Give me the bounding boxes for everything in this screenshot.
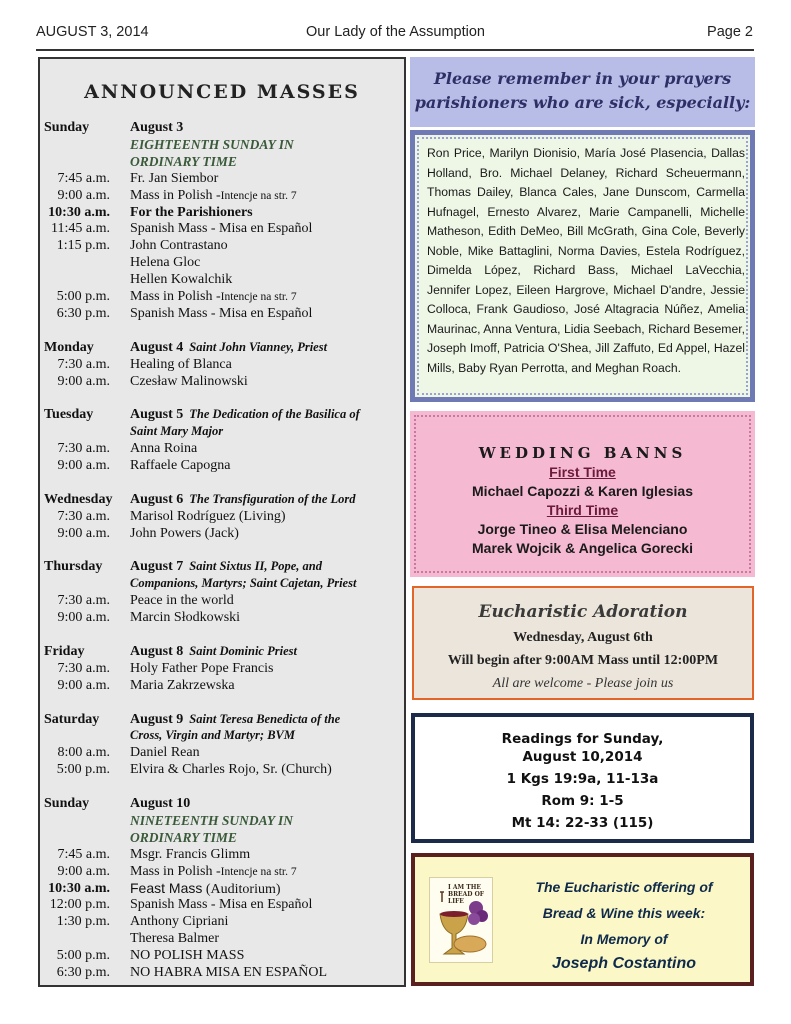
mass-row: [40, 373, 406, 390]
bulletin-date: AUGUST 3, 2014: [36, 24, 149, 40]
mass-intention: August 10: [130, 796, 191, 811]
mass-time: 7:45 a.m.: [57, 170, 110, 186]
mass-intention: Daniel Rean: [130, 745, 200, 761]
readings-heading-1: Readings for Sunday,: [501, 731, 664, 747]
mass-row: [40, 863, 406, 880]
banns-first-label: First Time: [549, 464, 616, 480]
page-number: Page 2: [707, 24, 753, 40]
adoration-note: All are welcome - Please join us: [492, 676, 674, 691]
mass-intention: NINETEENTH SUNDAY IN: [130, 812, 294, 828]
mass-day: Friday: [44, 643, 85, 659]
mass-row: [40, 356, 406, 373]
mass-row: [40, 744, 406, 761]
mass-intention: Spanish Mass - Misa en Español: [130, 897, 313, 913]
mass-intention: For the Parishioners: [130, 204, 253, 220]
mass-time: 7:30 a.m.: [57, 593, 110, 609]
mass-intention: August 7: [130, 559, 184, 575]
offering-line-1: The Eucharistic offering of: [535, 879, 713, 895]
mass-day: Tuesday: [44, 407, 94, 423]
header-divider: [36, 49, 754, 51]
mass-intention: Theresa Balmer: [130, 931, 220, 947]
banns-third-couple-2: Marek Wojcik & Angelica Gorecki: [472, 540, 693, 556]
readings-box: [411, 713, 754, 843]
mass-note: Intencje na str. 7: [220, 291, 297, 303]
mass-intention: John Powers (Jack): [130, 525, 239, 541]
prayer-heading-line1: Please remember in your prayers: [433, 69, 732, 88]
mass-row: [40, 829, 406, 846]
mass-intention: August 4: [130, 339, 184, 355]
mass-saint: Saint Teresa Benedicta of the: [189, 711, 341, 726]
mass-time: 9:00 a.m.: [57, 863, 110, 879]
mass-time: 10:30 a.m.: [48, 880, 110, 896]
mass-intention: John Contrastano: [130, 238, 228, 254]
mass-row: [40, 711, 406, 728]
mass-saint: Saint John Vianney, Priest: [189, 339, 328, 354]
mass-day: Saturday: [44, 711, 100, 727]
mass-row: [40, 271, 406, 288]
mass-time: 5:00 p.m.: [56, 762, 110, 778]
mass-time: 11:45 a.m.: [51, 221, 110, 237]
offering-box: [411, 853, 754, 986]
mass-intention: Cross, Virgin and Martyr; BVM: [130, 728, 295, 743]
mass-row: [40, 896, 406, 913]
mass-row: [40, 964, 406, 981]
mass-intention: Anna Roina: [130, 441, 198, 457]
mass-saint: Saint Dominic Priest: [189, 643, 297, 658]
mass-time: 12:00 p.m.: [49, 897, 110, 913]
mass-intention: NO HABRA MISA EN ESPAÑOL: [130, 965, 328, 980]
mass-intention: Marcin Słodkowski: [130, 610, 241, 626]
mass-intention: Spanish Mass - Misa en Español: [130, 221, 313, 237]
wedding-banns-box: [410, 411, 755, 577]
mass-intention: Healing of Blanca: [130, 356, 232, 372]
mass-intention: Fr. Jan Siembor: [130, 170, 219, 186]
mass-intention: Maria Zakrzewska: [130, 677, 235, 693]
mass-intention: Companions, Martyrs; Saint Cajetan, Priest: [130, 576, 357, 591]
mass-row: [40, 525, 406, 542]
mass-row: [40, 423, 406, 440]
mass-row: [40, 643, 406, 660]
mass-time: 7:30 a.m.: [57, 441, 110, 457]
adoration-time: Will begin after 9:00AM Mass until 12:00PM: [447, 653, 719, 668]
mass-intention: Mass in Polish -: [130, 863, 221, 879]
mass-intention: EIGHTEENTH SUNDAY IN: [130, 136, 294, 152]
mass-row: [40, 609, 406, 626]
mass-intention: Spanish Mass - Misa en Español: [130, 305, 313, 321]
mass-time: 9:00 a.m.: [57, 610, 110, 626]
mass-intention: Saint Mary Major: [130, 424, 224, 439]
mass-row: [40, 153, 406, 170]
offering-line-2: Bread & Wine this week:: [542, 905, 706, 921]
prayer-heading-line2: parishioners who are sick, especially:: [414, 93, 751, 112]
mass-time: 7:30 a.m.: [57, 508, 110, 524]
mass-row: [40, 880, 406, 897]
mass-intention: Mass in Polish -: [130, 289, 221, 304]
mass-row: [40, 677, 406, 694]
masses-title: ANNOUNCED MASSES: [84, 81, 360, 103]
sick-list-names: Ron Price, Marilyn Dionisio, María José Plasencia, Dallas Holland, Bro. Michael Delaney, Richard Scheuermann, Thomas Dailey, Blanca Cales, Jane Dunscom, Carmella Hufnagel, Ernesto Alvarez, Marie Campanelli, Michelle Matheson, Edith DeMeo, Bill McGrath, Gina Cole, Beverly Noble, Mike Battaglini, Norma Davies, Estela Rodríguez, Dimelda López, Richard Bass, Michael LaVecchia, Jennifer Lopez, Eileen Hargrove, Michael D'andre, Jessie Colloca, Frank Gaudioso, José Altagracia Núñez, Amelia Maurinac, Anna Ventura, Lidia Seebach, Richard Besemer, Joseph Imoff, Patricia O'Shea, Jill Zaffuto, Ed Appel, Hazel Mills, Baby Ryan Perrotta, and Meghan Roach.: [427, 146, 745, 375]
mass-time: 9:00 a.m.: [57, 677, 110, 693]
mass-saint: Saint Sixtus II, Pope, and: [189, 559, 322, 574]
mass-intention: Marisol Rodríguez (Living): [130, 508, 286, 524]
mass-intention: Mass in Polish -: [130, 187, 221, 203]
mass-intention: Msgr. Francis Glimm: [130, 846, 251, 862]
mass-row: [40, 170, 406, 187]
mass-day: Wednesday: [44, 491, 113, 507]
mass-saint: The Transfiguration of the Lord: [189, 491, 356, 506]
mass-row: [40, 913, 406, 930]
adoration-title: Eucharistic Adoration: [478, 602, 688, 622]
mass-intention: Anthony Cipriani: [130, 914, 229, 930]
mass-row: [40, 508, 406, 525]
mass-time: 1:15 p.m.: [56, 238, 110, 254]
mass-intention: Raffaele Capogna: [130, 458, 231, 473]
announced-masses-panel: [38, 57, 406, 987]
mass-row: [40, 491, 406, 508]
mass-time: 9:00 a.m.: [57, 525, 110, 541]
mass-row: [40, 288, 406, 305]
mass-time: 8:00 a.m.: [57, 745, 110, 761]
mass-intention: Holy Father Pope Francis: [130, 660, 274, 676]
mass-intention: August 6: [130, 491, 184, 507]
mass-time: 9:00 a.m.: [57, 458, 110, 473]
mass-intention: Czesław Malinowski: [130, 373, 248, 389]
mass-row: [40, 457, 406, 474]
mass-note: Intencje na str. 7: [220, 189, 297, 202]
mass-time: 10:30 a.m.: [48, 204, 110, 220]
mass-time: 1:30 p.m.: [56, 914, 110, 930]
bread-of-life-caption: I AM THE BREAD OF LIFE: [448, 884, 485, 905]
banns-first-couple: Michael Capozzi & Karen Iglesias: [472, 483, 693, 499]
mass-intention: Feast Mass: [130, 879, 203, 896]
mass-row: [40, 204, 406, 221]
mass-row: [40, 440, 406, 457]
mass-time: 5:00 p.m.: [56, 948, 110, 964]
mass-time: 9:00 a.m.: [57, 373, 110, 389]
mass-row: [40, 592, 406, 609]
mass-row: [40, 761, 406, 778]
reading-first: 1 Kgs 19:9a, 11-13a: [506, 771, 659, 787]
offering-line-3: In Memory of: [580, 931, 668, 947]
adoration-box: [412, 586, 754, 700]
mass-row: [40, 846, 406, 863]
mass-row: [40, 187, 406, 204]
mass-time: 5:00 p.m.: [56, 289, 110, 304]
offering-memorial-name: Joseph Costantino: [551, 955, 696, 972]
bread-of-life-image: [429, 877, 493, 963]
banns-third-couple-1: Jorge Tineo & Elisa Melenciano: [477, 521, 688, 537]
banns-third-label: Third Time: [546, 502, 619, 518]
mass-intention: Elvira & Charles Rojo, Sr. (Church): [130, 762, 332, 778]
mass-day: Sunday: [44, 120, 90, 135]
mass-intention: ORDINARY TIME: [130, 153, 237, 169]
banns-title: WEDDING BANNS: [478, 444, 687, 462]
mass-time: 9:00 a.m.: [57, 187, 110, 203]
mass-intention: Hellen Kowalchik: [130, 272, 233, 288]
mass-row: [40, 727, 406, 744]
mass-saint: The Dedication of the Basilica of: [189, 407, 360, 422]
mass-time: 6:30 p.m.: [56, 965, 110, 980]
reading-gospel: Mt 14: 22-33 (115): [511, 815, 654, 831]
mass-intention: Peace in the world: [130, 593, 234, 609]
mass-time: 6:30 p.m.: [56, 305, 110, 321]
mass-row: [40, 406, 406, 423]
adoration-date: Wednesday, August 6th: [513, 630, 653, 645]
mass-day: Sunday: [44, 796, 90, 811]
readings-heading-2: August 10,2014: [522, 749, 643, 765]
mass-row: [40, 136, 406, 153]
prayer-heading: [410, 57, 755, 127]
mass-row: [40, 237, 406, 254]
mass-time: 7:30 a.m.: [57, 356, 110, 372]
mass-row: [40, 795, 406, 812]
reading-second: Rom 9: 1-5: [541, 793, 624, 809]
mass-intention: August 8: [130, 643, 184, 659]
mass-row: [40, 812, 406, 829]
parish-name: Our Lady of the Assumption: [306, 24, 485, 40]
mass-row: [40, 660, 406, 677]
mass-row: [40, 558, 406, 575]
mass-note: Intencje na str. 7: [220, 865, 297, 878]
mass-row: [40, 220, 406, 237]
mass-row: [40, 930, 406, 947]
mass-intention: ORDINARY TIME: [130, 829, 237, 845]
mass-row: [40, 575, 406, 592]
mass-day: Thursday: [44, 559, 103, 575]
mass-day: Monday: [44, 339, 94, 355]
mass-row: [40, 947, 406, 964]
mass-row: [40, 339, 406, 356]
mass-row: [40, 119, 406, 136]
mass-intention: August 9: [130, 711, 184, 727]
mass-row: [40, 254, 406, 271]
mass-time: 7:30 a.m.: [57, 660, 110, 676]
mass-location: (Auditorium): [202, 881, 281, 897]
mass-intention: Helena Gloc: [130, 255, 201, 271]
mass-intention: August 3: [130, 120, 184, 135]
mass-intention: NO POLISH MASS: [130, 948, 245, 964]
mass-intention: August 5: [130, 407, 184, 423]
mass-time: 7:45 a.m.: [57, 846, 110, 862]
sick-list-box: [410, 130, 755, 402]
mass-row: [40, 305, 406, 322]
